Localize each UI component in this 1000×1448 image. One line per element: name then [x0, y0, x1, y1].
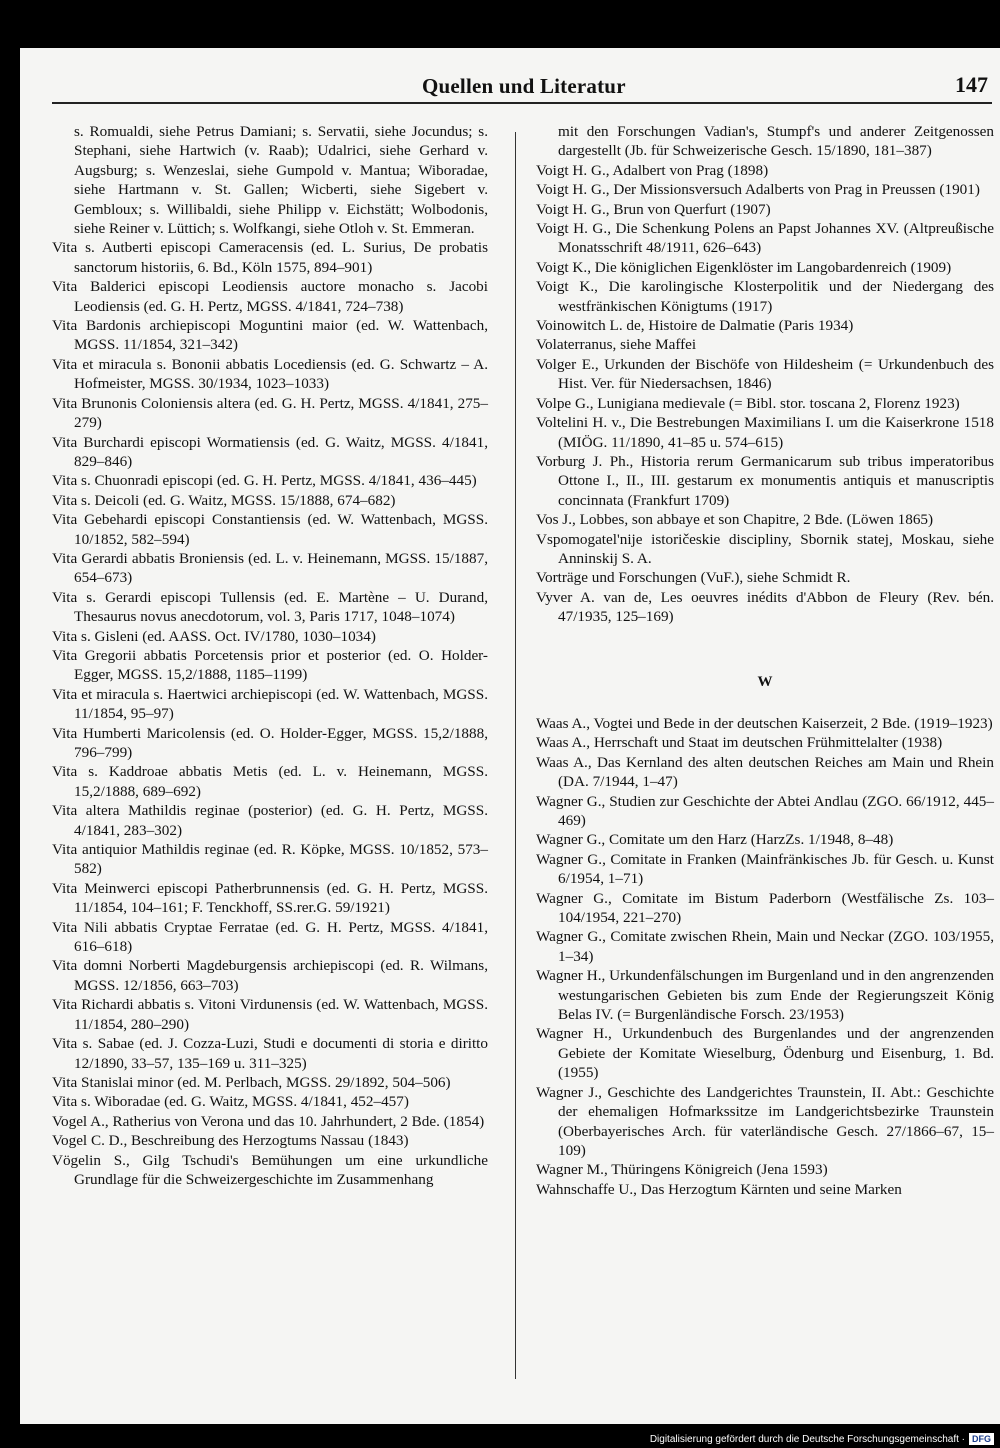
- bibliography-entry: Waas A., Das Kernland des alten deutschen Reiches am Main und Rhein (DA. 7/1944, 1–47): [536, 753, 994, 791]
- bibliography-entry: Vita Burchardi episcopi Wormatiensis (ed. G. Waitz, MGSS. 4/1841, 829–846): [52, 433, 488, 470]
- bibliography-entry: Wagner G., Comitate zwischen Rhein, Main und Neckar (ZGO. 103/1955, 1–34): [536, 928, 994, 965]
- bibliography-entry: Vita et miracula s. Haertwici archiepiscopi (ed. W. Wattenbach, MGSS. 11/1854, 95–97): [52, 685, 488, 723]
- bibliography-entry: Voinowitch L. de, Histoire de Dalmatie (Paris 1934): [536, 317, 854, 335]
- running-title: Quellen und Literatur: [422, 74, 626, 98]
- bibliography-entry: Wagner H., Urkundenbuch des Burgenlandes und der angrenzenden Gebiete der Komitate Wieselburg, Ödenburg und Eisenburg, 1. Bd. (1955): [536, 1025, 994, 1082]
- bibliography-entry: Vita s. Autberti episcopi Cameracensis (ed. L. Surius, De probatis sanctorum historiis, 6. Bd., Köln 1575, 894–901): [52, 239, 488, 276]
- bibliography-entry: Vita s. Sabae (ed. J. Cozza-Luzi, Studi e documenti di storia e diritto 12/1890, 33–57, 135–169 u. 311–325): [52, 1035, 488, 1072]
- bibliography-entry: Vita s. Kaddroae abbatis Metis (ed. L. v. Heinemann, MGSS. 15,2/1888, 689–692): [52, 763, 488, 800]
- bibliography-entry: Wagner G., Comitate in Franken (Mainfränkisches Jb. für Gesch. u. Kunst 6/1954, 1–71): [536, 850, 994, 888]
- bibliography-entry: Voigt H. G., Brun von Querfurt (1907): [536, 200, 771, 218]
- footer-credit: [650, 1432, 994, 1446]
- bibliography-entry: Voigt H. G., Die Schenkung Polens an Papst Johannes XV. (Altpreußische Monatsschrift 48/1911, 626–643): [536, 220, 994, 257]
- bibliography-entry: Wagner G., Comitate um den Harz (HarzZs. 1/1948, 8–48): [536, 831, 894, 849]
- bibliography-entry: Volpe G., Lunigiana medievale (= Bibl. stor. toscana 2, Florenz 1923): [536, 394, 960, 412]
- bibliography-entry: Vita Gebehardi episcopi Constantiensis (ed. W. Wattenbach, MGSS. 10/1852, 582–594): [52, 511, 488, 548]
- bibliography-entry: Vorburg J. Ph., Historia rerum Germanicarum sub tribus imperatoribus Ottone I., II., III. gestarum ex monumentis antiquis et manuscriptis concinnata (Frankfurt 1709): [536, 452, 994, 509]
- bibliography-entry: Volaterranus, siehe Maffei: [536, 336, 697, 354]
- bibliography-entry: Vogel A., Ratherius von Verona und das 10. Jahrhundert, 2 Bde. (1854): [52, 1112, 485, 1130]
- bibliography-entry: Vita Gregorii abbatis Porcetensis prior et posterior (ed. O. Holder-Egger, MGSS. 15,2/1888, 1185–1199): [52, 646, 488, 684]
- bibliography-entry: Vyver A. van de, Les oeuvres inédits d'Abbon de Fleury (Rev. bén. 47/1935, 125–169): [536, 588, 994, 626]
- bibliography-entry: Vita Stanislai minor (ed. M. Perlbach, MGSS. 29/1892, 504–506): [52, 1073, 451, 1091]
- page-number: 147: [955, 72, 988, 97]
- bibliography-entry: Voigt K., Die karolingische Klosterpolitik und der Niedergang des westfränkischen Königtums (1917): [536, 278, 994, 315]
- bibliography-entry: Vita Nili abbatis Cryptae Ferratae (ed. G. H. Pertz, MGSS. 4/1841, 616–618): [52, 918, 488, 956]
- bibliography-entry: Vita s. Gerardi episcopi Tullensis (ed. E. Martène – U. Durand, Thesaurus novus anecdotorum, vol. 3, Paris 1717, 1048–1074): [52, 588, 488, 626]
- bibliography-entry: Wagner G., Comitate im Bistum Paderborn (Westfälische Zs. 103–104/1954, 221–270): [536, 889, 994, 927]
- bibliography-entry: Vita et miracula s. Bononii abbatis Locediensis (ed. G. Schwartz – A. Hofmeister, MGSS. 30/1934, 1023–1033): [52, 355, 488, 393]
- bibliography-entry: Wagner H., Urkundenfälschungen im Burgenland und in den angrenzenden westungarischen Gebieten bis zum Ende der Regierungszeit König Belas IV. (= Burgenländische Forsch. 23/1953): [536, 967, 994, 1024]
- footer-credit-text: Digitalisierung gefördert durch die Deutsche Forschungsgemeinschaft ·: [649, 1433, 965, 1445]
- bibliography-entry: Vita Balderici episcopi Leodiensis auctore monacho s. Jacobi Leodiensis (ed. G. H. Pertz, MGSS. 4/1841, 724–738): [52, 278, 488, 315]
- column-divider: [515, 132, 516, 1379]
- bibliography-entry: Vogel C. D., Beschreibung des Herzogtums Nassau (1843): [52, 1132, 409, 1150]
- bibliography-entry: Waas A., Vogtei und Bede in der deutschen Kaiserzeit, 2 Bde. (1919–1923): [536, 714, 993, 732]
- bibliography-entry: Vita Brunonis Coloniensis altera (ed. G. H. Pertz, MGSS. 4/1841, 275–279): [52, 394, 488, 432]
- bibliography-entry: Vspomogatel'nije istoričeskie discipliny, Sbornik statej, Moskau, siehe Anninskij S. A.: [536, 530, 994, 567]
- right-column: [536, 122, 994, 1199]
- bibliography-entry: Vita domni Norberti Magdeburgensis archiepiscopi (ed. R. Wilmans, MGSS. 12/1856, 663–703): [52, 957, 488, 994]
- book-page: [20, 48, 1000, 1424]
- bibliography-entry: Vita altera Mathildis reginae (posterior) (ed. G. H. Pertz, MGSS. 4/1841, 283–302): [52, 802, 488, 839]
- bibliography-entry: Vita Bardonis archiepiscopi Moguntini maior (ed. W. Wattenbach, MGSS. 11/1854, 321–342): [52, 317, 488, 354]
- bibliography-entry: Voigt H. G., Adalbert von Prag (1898): [536, 161, 769, 179]
- bibliography-entry: Vos J., Lobbes, son abbaye et son Chapitre, 2 Bde. (Löwen 1865): [536, 511, 934, 529]
- bibliography-entry: Vita s. Wiboradae (ed. G. Waitz, MGSS. 4/1841, 452–457): [52, 1093, 409, 1111]
- bibliography-entry: Vita Humberti Maricolensis (ed. O. Holder-Egger, MGSS. 15,2/1888, 796–799): [52, 724, 488, 761]
- bibliography-entry: Wahnschaffe U., Das Herzogtum Kärnten und seine Marken: [536, 1180, 902, 1198]
- bibliography-entry: Wagner J., Geschichte des Landgerichtes Traunstein, II. Abt.: Geschichte der ehemaligen Hofmarkssitze im Landgerichtsbezirke Traunstein (Oberbayerisches Arch. für vaterländische Gesch. 27/1866–67, 15–109): [536, 1083, 994, 1159]
- bibliography-entry: Vita s. Deicoli (ed. G. Waitz, MGSS. 15/1888, 674–682): [52, 491, 396, 509]
- bibliography-entry: Vita Gerardi abbatis Broniensis (ed. L. v. Heinemann, MGSS. 15/1887, 654–673): [52, 549, 488, 587]
- bibliography-entry: Voltelini H. v., Die Bestrebungen Maximilians I. um die Kaiserkrone 1518 (MIÖG. 11/1890, 41–85 u. 574–615): [536, 414, 994, 451]
- bibliography-entry: Wagner G., Studien zur Geschichte der Abtei Andlau (ZGO. 66/1912, 445–469): [536, 792, 994, 829]
- bibliography-entry: Vita Meinwerci episcopi Patherbrunnensis (ed. G. H. Pertz, MGSS. 11/1854, 104–161; F. Tenckhoff, SS.rer.G. 59/1921): [52, 879, 488, 917]
- section-letter: W: [757, 673, 773, 690]
- bibliography-entry: Vögelin S., Gilg Tschudi's Bemühungen um eine urkundliche Grundlage für die Schweizergeschichte im Zusammenhang: [52, 1151, 488, 1188]
- bibliography-entry: s. Romualdi, siehe Petrus Damiani; s. Servatii, siehe Jocundus; s. Stephani, siehe Hartwich (v. Raab); Udalrici, siehe Gerhard v. Augsburg; s. Wenzeslai, siehe Gumpold v. Mantua; Wiboradae, siehe Hartmann v. St. Gallen; Wicberti, siehe Sigebert v. Gembloux; s. Willibaldi, siehe Philipp v. Eichstätt; Wolbodonis, siehe Reiner v. Lüttich; s. Wolfkangi, siehe Otloh v. St. Emmeran.: [74, 123, 488, 238]
- bibliography-entry: Vita antiquior Mathildis reginae (ed. R. Köpke, MGSS. 10/1852, 573–582): [52, 841, 488, 878]
- bibliography-entry: Vita s. Gisleni (ed. AASS. Oct. IV/1780, 1030–1034): [52, 627, 376, 645]
- bibliography-entry: mit den Forschungen Vadian's, Stumpf's und anderer Zeitgenossen dargestellt (Jb. für Schweizerische Gesch. 15/1890, 181–387): [558, 123, 994, 160]
- bibliography-entry: Vita Richardi abbatis s. Vitoni Virdunensis (ed. W. Wattenbach, MGSS. 11/1854, 280–290): [52, 996, 488, 1033]
- left-column: [52, 122, 488, 1189]
- header-rule: [52, 102, 992, 104]
- bibliography-entry: Voigt H. G., Der Missionsversuch Adalberts von Prag in Preussen (1901): [536, 181, 980, 199]
- bibliography-entry: Wagner M., Thüringens Königreich (Jena 1593): [536, 1161, 828, 1179]
- bibliography-entry: Vita s. Chuonradi episcopi (ed. G. H. Pertz, MGSS. 4/1841, 436–445): [52, 472, 477, 490]
- bibliography-entry: Volger E., Urkunden der Bischöfe von Hildesheim (= Urkundenbuch des Hist. Ver. für Niedersachsen, 1846): [536, 355, 994, 393]
- dfg-logo: DFG: [969, 1433, 994, 1445]
- bibliography-entry: Vorträge und Forschungen (VuF.), siehe Schmidt R.: [536, 569, 851, 587]
- bibliography-entry: Voigt K., Die königlichen Eigenklöster im Langobardenreich (1909): [536, 258, 952, 276]
- bibliography-entry: Waas A., Herrschaft und Staat im deutschen Frühmittelalter (1938): [536, 734, 943, 752]
